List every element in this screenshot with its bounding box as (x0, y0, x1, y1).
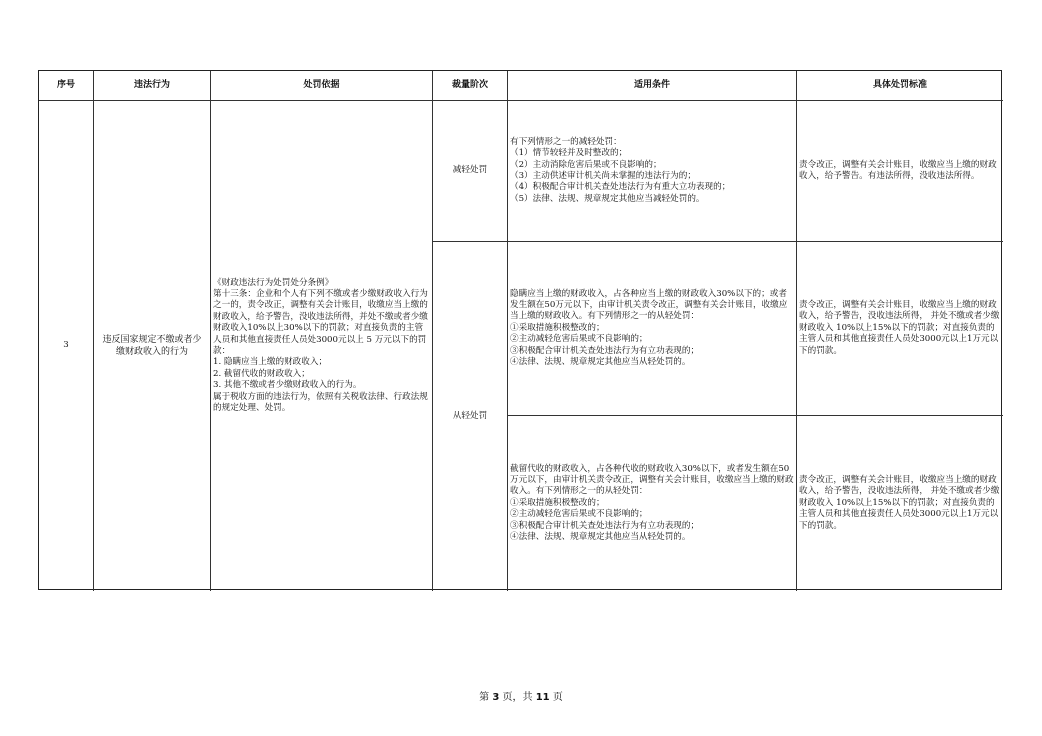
header-violation: 违法行为 (133, 79, 170, 90)
page-footer (0, 688, 1042, 703)
level-lighter: 从轻处罚 (452, 410, 488, 421)
footer-prefix: 第 (479, 692, 490, 703)
standard-text: 责令改正，调整有关会计账目，收缴应当上缴的财政收入，给予警告，没收违法所得， 并处不缴或者少缴财政收入 10%以上15%以下的罚款；对直接负责的主管人员和其他直接责任人员处3000元以上1万元以下的罚款。 (799, 299, 1000, 356)
conditions-lighter-withheld (508, 416, 796, 591)
row-violation: 违反国家规定不缴或者少缴财政收入的行为 (102, 335, 202, 357)
header-basis: 处罚依据 (303, 79, 340, 90)
footer-total-pages: 11 (535, 692, 550, 703)
footer-middle: 页，共 (502, 692, 533, 703)
footer-page-number: 3 (492, 692, 500, 703)
conditions-lighter-concealed (508, 242, 796, 415)
standard-lighter-withheld (797, 416, 1003, 591)
conditions-mitigated (508, 101, 796, 241)
row-serial: 3 (63, 340, 69, 351)
standard-mitigated (797, 101, 1003, 241)
standard-text: 责令改正，调整有关会计账目，收缴应当上缴的财政收入，给予警告。有违法所得，没收违法所得。 (799, 159, 997, 181)
header-serial: 序号 (56, 79, 75, 90)
conditions-text: 截留代收的财政收入，占各种代收的财政收入30%以下，或者发生额在50万元以下，由审计机关责令改正，调整有关会计账目，收缴应当上缴的财政收入。有下列情形之一的从轻处罚： ①采取措施积极整改的； ②主动减轻危害后果或不良影响的； ③积极配合审计机关查处违法行为有立功表现的； ④法律、法规、规章规定其他应当从轻处罚的。 (510, 463, 794, 543)
header-conditions: 适用条件 (633, 79, 670, 90)
penalty-table (38, 70, 1002, 590)
header-standard: 具体处罚标准 (872, 79, 927, 90)
standard-text: 责令改正，调整有关会计账目，收缴应当上缴的财政收入，给予警告，没收违法所得， 并处不缴或者少缴财政收入 10%以上15%以下的罚款；对直接负责的主管人员和其他直接责任人员处3000元以上1万元以下的罚款。 (799, 474, 1000, 531)
level-mitigated: 减轻处罚 (452, 165, 488, 176)
standard-lighter-concealed (797, 242, 1003, 415)
footer-suffix: 页 (552, 692, 563, 703)
header-level: 裁量阶次 (451, 79, 488, 90)
conditions-text: 隐瞒应当上缴的财政收入，占各种应当上缴的财政收入30%以下的；或者发生额在50万元以下，由审计机关责令改正，调整有关会计账目，收缴应当上缴的财政收入。有下列情形之一的从轻处罚： ①采取措施积极整改的； ②主动减轻危害后果或不良影响的； ③积极配合审计机关查处违法行为有立功表现的； ④法律、法规、规章规定其他应当从轻处罚的。 (510, 288, 788, 368)
row-basis (211, 101, 432, 591)
conditions-text: 有下列情形之一的减轻处罚： （1）情节较轻并及时整改的； （2）主动消除危害后果或不良影响的； （3）主动供述审计机关尚未掌握的违法行为的； （4）积极配合审计机关查处违法行为有重大立功表现的； （5）法律、法规、规章规定其他应当减轻处罚的。 (510, 136, 731, 204)
basis-text: 《财政违法行为处罚处分条例》 第十三条：企业和个人有下列不缴或者少缴财政收入行为之一的，责令改正，调整有关会计账目，收缴应当上缴的财政收入，给予警告，没收违法所得，并处不缴或者少缴财政收入10%以上30%以下的罚款；对直接负责的主管人员和其他直接责任人员处3000元以上 5 万元以下的罚款： 1. 隐瞒应当上缴的财政收入； 2. 截留代收的财政收入； 3. 其他不缴或者少缴财政收入的行为。 属于税收方面的违法行为，依照有关税收法律、行政法规的规定处理、处罚。 (213, 277, 428, 414)
